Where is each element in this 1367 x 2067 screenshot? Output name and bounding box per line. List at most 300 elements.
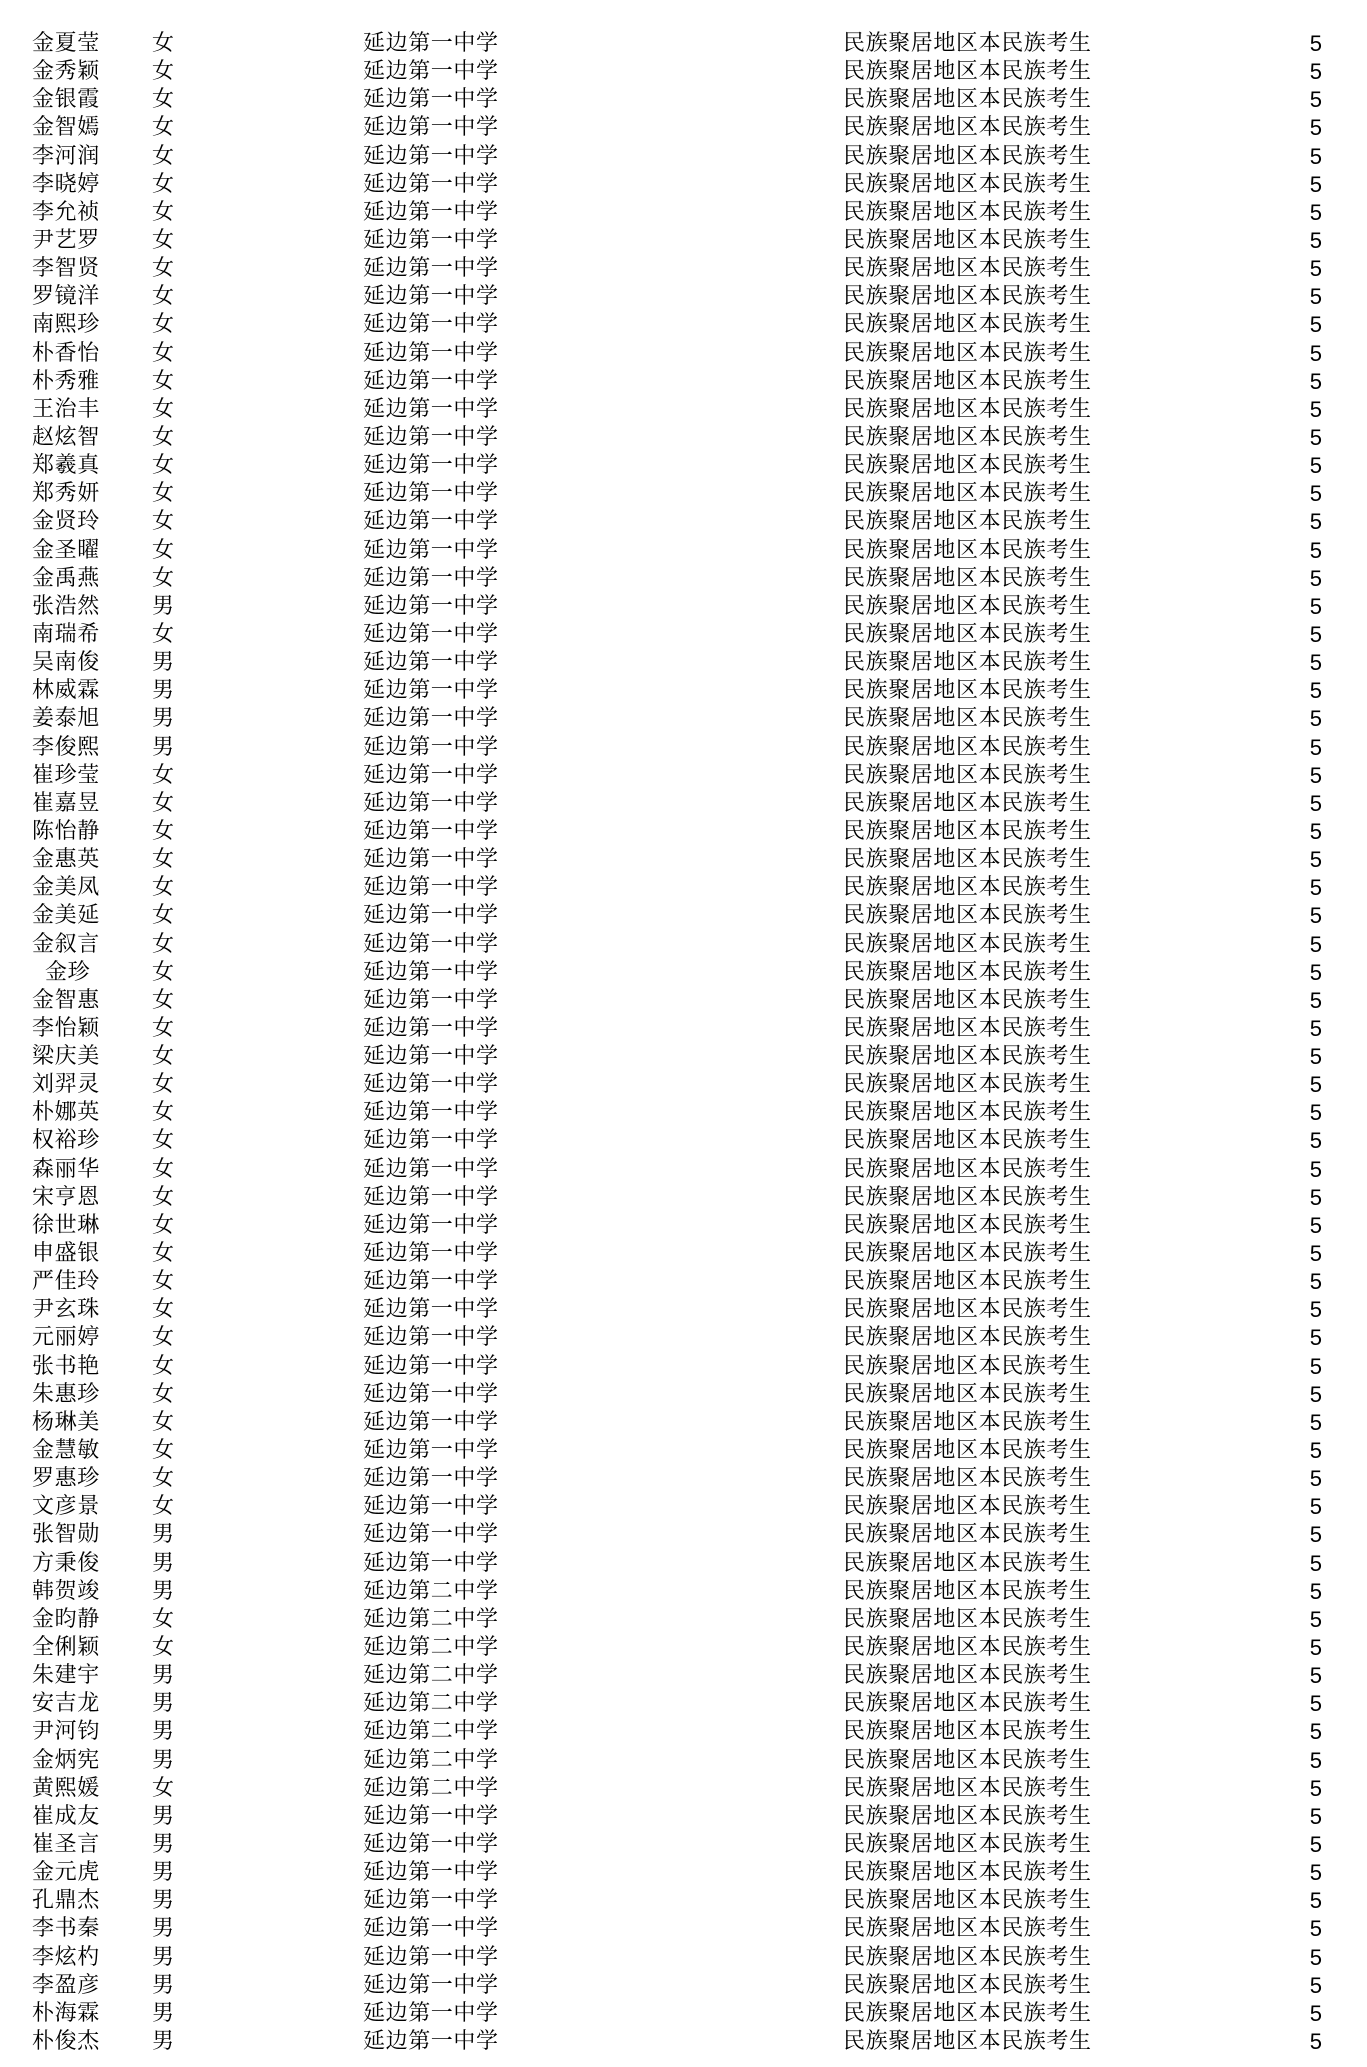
category-cell: 民族聚居地区本民族考生 (843, 1438, 1092, 1464)
school-cell: 延边第一中学 (363, 1550, 499, 1576)
category-cell: 民族聚居地区本民族考生 (843, 1015, 1092, 1041)
school-cell: 延边第一中学 (363, 284, 499, 310)
category-cell: 民族聚居地区本民族考生 (843, 875, 1092, 901)
category-cell: 民族聚居地区本民族考生 (843, 537, 1092, 563)
school-cell: 延边第一中学 (363, 1494, 499, 1520)
name-cell: 申盛银 (32, 1241, 100, 1267)
category-cell: 民族聚居地区本民族考生 (843, 1297, 1092, 1323)
table-row (0, 1409, 1367, 1437)
school-cell: 延边第一中学 (363, 115, 499, 141)
name-cell: 方秉俊 (32, 1550, 100, 1576)
name-cell: 南熙珍 (32, 312, 100, 338)
count-cell: 5 (1309, 790, 1322, 816)
school-cell: 延边第一中学 (363, 227, 499, 253)
gender-cell: 女 (152, 115, 175, 141)
table-row (0, 1156, 1367, 1184)
category-cell: 民族聚居地区本民族考生 (843, 593, 1092, 619)
school-cell: 延边第一中学 (363, 199, 499, 225)
gender-cell: 女 (152, 368, 175, 394)
count-cell: 5 (1309, 31, 1322, 56)
name-cell: 严佳玲 (32, 1269, 100, 1295)
name-cell: 李怡颖 (32, 1015, 100, 1041)
count-cell: 5 (1309, 1719, 1322, 1745)
table-row (0, 790, 1367, 818)
school-cell: 延边第一中学 (363, 256, 499, 282)
table-row (0, 537, 1367, 565)
name-cell: 罗惠珍 (32, 1466, 100, 1492)
count-cell: 5 (1309, 1128, 1322, 1154)
school-cell: 延边第一中学 (363, 1128, 499, 1154)
category-cell: 民族聚居地区本民族考生 (843, 1100, 1092, 1126)
table-row (0, 1887, 1367, 1915)
count-cell: 5 (1309, 1100, 1322, 1126)
school-cell: 延边第一中学 (363, 312, 499, 338)
count-cell: 5 (1309, 762, 1322, 788)
table-row (0, 649, 1367, 677)
table-row (0, 1718, 1367, 1746)
category-cell: 民族聚居地区本民族考生 (843, 1972, 1092, 1998)
count-cell: 5 (1309, 1325, 1322, 1351)
category-cell: 民族聚居地区本民族考生 (843, 453, 1092, 479)
count-cell: 5 (1309, 903, 1322, 929)
table-row (0, 1437, 1367, 1465)
name-cell: 尹艺罗 (32, 227, 100, 253)
name-cell: 崔珍莹 (32, 762, 100, 788)
count-cell: 5 (1309, 818, 1322, 844)
name-cell: 李俊熙 (32, 734, 100, 760)
table-row (0, 1240, 1367, 1268)
name-cell: 金智嫣 (32, 115, 100, 141)
category-cell: 民族聚居地区本民族考生 (843, 650, 1092, 676)
school-cell: 延边第一中学 (363, 1944, 499, 1970)
count-cell: 5 (1309, 1297, 1322, 1323)
name-cell: 李允祯 (32, 199, 100, 225)
name-cell: 朴香怡 (32, 340, 100, 366)
table-row (0, 452, 1367, 480)
gender-cell: 女 (152, 256, 175, 282)
school-cell: 延边第一中学 (363, 931, 499, 957)
table-row (0, 1578, 1367, 1606)
gender-cell: 女 (152, 903, 175, 929)
gender-cell: 女 (152, 1044, 175, 1070)
category-cell: 民族聚居地区本民族考生 (843, 790, 1092, 816)
category-cell: 民族聚居地区本民族考生 (843, 621, 1092, 647)
category-cell: 民族聚居地区本民族考生 (843, 1606, 1092, 1632)
count-cell: 5 (1309, 1606, 1322, 1632)
table-row (0, 1043, 1367, 1071)
gender-cell: 女 (152, 818, 175, 844)
table-row (0, 846, 1367, 874)
gender-cell: 男 (152, 1691, 175, 1717)
name-cell: 金叙言 (32, 931, 100, 957)
category-cell: 民族聚居地区本民族考生 (843, 340, 1092, 366)
gender-cell: 男 (152, 1972, 175, 1998)
school-cell: 延边第一中学 (363, 1353, 499, 1379)
table-row (0, 1381, 1367, 1409)
table-row (0, 1212, 1367, 1240)
gender-cell: 女 (152, 1212, 175, 1238)
table-row (0, 1268, 1367, 1296)
count-cell: 5 (1309, 1466, 1322, 1492)
count-cell: 5 (1309, 1803, 1322, 1829)
table-row (0, 1662, 1367, 1690)
name-cell: 朴海霖 (32, 2000, 100, 2026)
gender-cell: 男 (152, 1663, 175, 1689)
school-cell: 延边第一中学 (363, 987, 499, 1013)
table-row (0, 705, 1367, 733)
school-cell: 延边第二中学 (363, 1775, 499, 1801)
table-row (0, 734, 1367, 762)
table-row (0, 114, 1367, 142)
gender-cell: 女 (152, 396, 175, 422)
school-cell: 延边第一中学 (363, 565, 499, 591)
gender-cell: 女 (152, 762, 175, 788)
name-cell: 森丽华 (32, 1156, 100, 1182)
table-row (0, 171, 1367, 199)
count-cell: 5 (1309, 565, 1322, 591)
category-cell: 民族聚居地区本民族考生 (843, 959, 1092, 985)
table-row (0, 874, 1367, 902)
count-cell: 5 (1309, 340, 1322, 366)
school-cell: 延边第二中学 (363, 1606, 499, 1632)
category-cell: 民族聚居地区本民族考生 (843, 1747, 1092, 1773)
gender-cell: 女 (152, 59, 175, 85)
gender-cell: 女 (152, 1381, 175, 1407)
name-cell: 崔嘉昱 (32, 790, 100, 816)
category-cell: 民族聚居地区本民族考生 (843, 396, 1092, 422)
gender-cell: 男 (152, 593, 175, 619)
table-row (0, 227, 1367, 255)
category-cell: 民族聚居地区本民族考生 (843, 1663, 1092, 1689)
category-cell: 民族聚居地区本民族考生 (843, 1860, 1092, 1886)
table-row (0, 1915, 1367, 1943)
table-row (0, 199, 1367, 227)
school-cell: 延边第一中学 (363, 875, 499, 901)
school-cell: 延边第一中学 (363, 790, 499, 816)
school-cell: 延边第一中学 (363, 1381, 499, 1407)
count-cell: 5 (1309, 1860, 1322, 1886)
name-cell: 金惠英 (32, 847, 100, 873)
school-cell: 延边第一中学 (363, 59, 499, 85)
table-row (0, 255, 1367, 283)
category-cell: 民族聚居地区本民族考生 (843, 1944, 1092, 1970)
name-cell: 朴秀雅 (32, 368, 100, 394)
name-cell: 李晓婷 (32, 171, 100, 197)
count-cell: 5 (1309, 1832, 1322, 1857)
table-row (0, 677, 1367, 705)
table-row (0, 1015, 1367, 1043)
count-cell: 5 (1309, 537, 1322, 563)
gender-cell: 女 (152, 1325, 175, 1351)
gender-cell: 女 (152, 340, 175, 366)
count-cell: 5 (1309, 1747, 1322, 1773)
category-cell: 民族聚居地区本民族考生 (843, 1184, 1092, 1210)
category-cell: 民族聚居地区本民族考生 (843, 1832, 1092, 1857)
gender-cell: 女 (152, 1775, 175, 1801)
gender-cell: 女 (152, 481, 175, 507)
table-row (0, 931, 1367, 959)
name-cell: 金圣曜 (32, 537, 100, 563)
name-cell: 金秀颖 (32, 59, 100, 85)
school-cell: 延边第二中学 (363, 1663, 499, 1689)
school-cell: 延边第一中学 (363, 1044, 499, 1070)
name-cell: 朱惠珍 (32, 1381, 100, 1407)
school-cell: 延边第一中学 (363, 959, 499, 985)
gender-cell: 男 (152, 1550, 175, 1576)
name-cell: 徐世琳 (32, 1212, 100, 1238)
table-row (0, 1324, 1367, 1352)
table-row (0, 1353, 1367, 1381)
gender-cell: 女 (152, 199, 175, 225)
school-cell: 延边第一中学 (363, 1015, 499, 1041)
name-cell: 杨琳美 (32, 1409, 100, 1435)
name-cell: 郑秀妍 (32, 481, 100, 507)
count-cell: 5 (1309, 1353, 1322, 1379)
gender-cell: 女 (152, 847, 175, 873)
category-cell: 民族聚居地区本民族考生 (843, 706, 1092, 732)
gender-cell: 女 (152, 1606, 175, 1632)
count-cell: 5 (1309, 509, 1322, 535)
count-cell: 5 (1309, 453, 1322, 479)
table-row (0, 1634, 1367, 1662)
category-cell: 民族聚居地区本民族考生 (843, 1635, 1092, 1661)
school-cell: 延边第一中学 (363, 1466, 499, 1492)
count-cell: 5 (1309, 1072, 1322, 1098)
school-cell: 延边第一中学 (363, 1269, 499, 1295)
name-cell: 朱建宇 (32, 1663, 100, 1689)
gender-cell: 男 (152, 1860, 175, 1886)
gender-cell: 男 (152, 1522, 175, 1548)
category-cell: 民族聚居地区本民族考生 (843, 1888, 1092, 1914)
category-cell: 民族聚居地区本民族考生 (843, 1044, 1092, 1070)
gender-cell: 男 (152, 1832, 175, 1857)
category-cell: 民族聚居地区本民族考生 (843, 1072, 1092, 1098)
count-cell: 5 (1309, 256, 1322, 282)
school-cell: 延边第一中学 (363, 143, 499, 169)
category-cell: 民族聚居地区本民族考生 (843, 987, 1092, 1013)
gender-cell: 女 (152, 1015, 175, 1041)
table-row (0, 1465, 1367, 1493)
gender-cell: 女 (152, 1100, 175, 1126)
table-row (0, 1296, 1367, 1324)
gender-cell: 女 (152, 1128, 175, 1154)
name-cell: 吴南俊 (32, 650, 100, 676)
gender-cell: 女 (152, 284, 175, 310)
category-cell: 民族聚居地区本民族考生 (843, 31, 1092, 56)
category-cell: 民族聚居地区本民族考生 (843, 2028, 1092, 2054)
category-cell: 民族聚居地区本民族考生 (843, 1212, 1092, 1238)
category-cell: 民族聚居地区本民族考生 (843, 762, 1092, 788)
name-cell: 刘羿灵 (32, 1072, 100, 1098)
school-cell: 延边第一中学 (363, 368, 499, 394)
gender-cell: 女 (152, 1184, 175, 1210)
table-row (0, 987, 1367, 1015)
school-cell: 延边第一中学 (363, 593, 499, 619)
table-row (0, 480, 1367, 508)
count-cell: 5 (1309, 678, 1322, 704)
gender-cell: 女 (152, 1466, 175, 1492)
category-cell: 民族聚居地区本民族考生 (843, 256, 1092, 282)
category-cell: 民族聚居地区本民族考生 (843, 1409, 1092, 1435)
category-cell: 民族聚居地区本民族考生 (843, 847, 1092, 873)
gender-cell: 男 (152, 1803, 175, 1829)
school-cell: 延边第一中学 (363, 87, 499, 113)
count-cell: 5 (1309, 396, 1322, 422)
count-cell: 5 (1309, 1944, 1322, 1970)
school-cell: 延边第一中学 (363, 678, 499, 704)
name-cell: 朴俊杰 (32, 2028, 100, 2054)
gender-cell: 女 (152, 227, 175, 253)
school-cell: 延边第一中学 (363, 396, 499, 422)
count-cell: 5 (1309, 1156, 1322, 1182)
gender-cell: 男 (152, 678, 175, 704)
gender-cell: 女 (152, 537, 175, 563)
gender-cell: 男 (152, 2028, 175, 2054)
school-cell: 延边第一中学 (363, 171, 499, 197)
name-cell: 宋亨恩 (32, 1184, 100, 1210)
table-row (0, 1099, 1367, 1127)
name-cell: 金元虎 (32, 1860, 100, 1886)
table-row (0, 593, 1367, 621)
school-cell: 延边第一中学 (363, 762, 499, 788)
name-cell: 南瑞希 (32, 621, 100, 647)
table-row (0, 508, 1367, 536)
count-cell: 5 (1309, 1044, 1322, 1070)
table-row (0, 1127, 1367, 1155)
name-cell: 张书艳 (32, 1353, 100, 1379)
table-row (0, 86, 1367, 114)
category-cell: 民族聚居地区本民族考生 (843, 509, 1092, 535)
count-cell: 5 (1309, 1015, 1322, 1041)
category-cell: 民族聚居地区本民族考生 (843, 1381, 1092, 1407)
count-cell: 5 (1309, 312, 1322, 338)
count-cell: 5 (1309, 59, 1322, 85)
category-cell: 民族聚居地区本民族考生 (843, 1719, 1092, 1745)
category-cell: 民族聚居地区本民族考生 (843, 2000, 1092, 2026)
school-cell: 延边第一中学 (363, 1184, 499, 1210)
table-row (0, 424, 1367, 452)
gender-cell: 男 (152, 1888, 175, 1914)
name-cell: 李书秦 (32, 1916, 100, 1942)
category-cell: 民族聚居地区本民族考生 (843, 1691, 1092, 1717)
school-cell: 延边第一中学 (363, 903, 499, 929)
category-cell: 民族聚居地区本民族考生 (843, 903, 1092, 929)
category-cell: 民族聚居地区本民族考生 (843, 1325, 1092, 1351)
name-cell: 安吉龙 (32, 1691, 100, 1717)
category-cell: 民族聚居地区本民族考生 (843, 481, 1092, 507)
name-cell: 金智惠 (32, 987, 100, 1013)
count-cell: 5 (1309, 1972, 1322, 1998)
gender-cell: 男 (152, 650, 175, 676)
table-row (0, 1831, 1367, 1859)
category-cell: 民族聚居地区本民族考生 (843, 1550, 1092, 1576)
table-row (0, 143, 1367, 171)
name-cell: 李河润 (32, 143, 100, 169)
gender-cell: 男 (152, 1578, 175, 1604)
count-cell: 5 (1309, 115, 1322, 141)
school-cell: 延边第一中学 (363, 1100, 499, 1126)
school-cell: 延边第一中学 (363, 734, 499, 760)
gender-cell: 男 (152, 1916, 175, 1942)
name-cell: 李炫杓 (32, 1944, 100, 1970)
name-cell: 文彦景 (32, 1494, 100, 1520)
name-cell: 金禹燕 (32, 565, 100, 591)
table-row (0, 902, 1367, 930)
school-cell: 延边第一中学 (363, 2000, 499, 2026)
table-row (0, 396, 1367, 424)
category-cell: 民族聚居地区本民族考生 (843, 312, 1092, 338)
count-cell: 5 (1309, 1269, 1322, 1295)
name-cell: 金慧敏 (32, 1438, 100, 1464)
school-cell: 延边第一中学 (363, 847, 499, 873)
school-cell: 延边第一中学 (363, 1156, 499, 1182)
school-cell: 延边第一中学 (363, 31, 499, 56)
school-cell: 延边第一中学 (363, 1832, 499, 1857)
table-row (0, 621, 1367, 649)
gender-cell: 女 (152, 621, 175, 647)
count-cell: 5 (1309, 734, 1322, 760)
table-row (0, 2000, 1367, 2028)
category-cell: 民族聚居地区本民族考生 (843, 87, 1092, 113)
school-cell: 延边第一中学 (363, 1860, 499, 1886)
count-cell: 5 (1309, 1691, 1322, 1717)
count-cell: 5 (1309, 959, 1322, 985)
school-cell: 延边第二中学 (363, 1578, 499, 1604)
table-row (0, 2028, 1367, 2056)
name-cell: 金昀静 (32, 1606, 100, 1632)
school-cell: 延边第一中学 (363, 1438, 499, 1464)
count-cell: 5 (1309, 199, 1322, 225)
table-row (0, 1944, 1367, 1972)
category-cell: 民族聚居地区本民族考生 (843, 1578, 1092, 1604)
table-row (0, 283, 1367, 311)
count-cell: 5 (1309, 1184, 1322, 1210)
count-cell: 5 (1309, 1522, 1322, 1548)
count-cell: 5 (1309, 1212, 1322, 1238)
gender-cell: 女 (152, 143, 175, 169)
school-cell: 延边第二中学 (363, 1747, 499, 1773)
gender-cell: 女 (152, 453, 175, 479)
table-row (0, 1493, 1367, 1521)
count-cell: 5 (1309, 227, 1322, 253)
count-cell: 5 (1309, 1663, 1322, 1689)
name-cell: 尹河钧 (32, 1719, 100, 1745)
count-cell: 5 (1309, 706, 1322, 732)
table-row (0, 818, 1367, 846)
name-cell: 韩贺竣 (32, 1578, 100, 1604)
category-cell: 民族聚居地区本民族考生 (843, 171, 1092, 197)
count-cell: 5 (1309, 650, 1322, 676)
category-cell: 民族聚居地区本民族考生 (843, 1269, 1092, 1295)
category-cell: 民族聚居地区本民族考生 (843, 284, 1092, 310)
school-cell: 延边第一中学 (363, 1972, 499, 1998)
count-cell: 5 (1309, 593, 1322, 619)
gender-cell: 女 (152, 1409, 175, 1435)
category-cell: 民族聚居地区本民族考生 (843, 424, 1092, 450)
table-row (0, 762, 1367, 790)
gender-cell: 女 (152, 509, 175, 535)
gender-cell: 男 (152, 1719, 175, 1745)
name-cell: 黄熙媛 (32, 1775, 100, 1801)
name-cell: 赵炫智 (32, 424, 100, 450)
category-cell: 民族聚居地区本民族考生 (843, 1803, 1092, 1829)
category-cell: 民族聚居地区本民族考生 (843, 1128, 1092, 1154)
gender-cell: 女 (152, 1635, 175, 1661)
name-cell: 郑羲真 (32, 453, 100, 479)
count-cell: 5 (1309, 171, 1322, 197)
school-cell: 延边第二中学 (363, 1635, 499, 1661)
category-cell: 民族聚居地区本民族考生 (843, 734, 1092, 760)
